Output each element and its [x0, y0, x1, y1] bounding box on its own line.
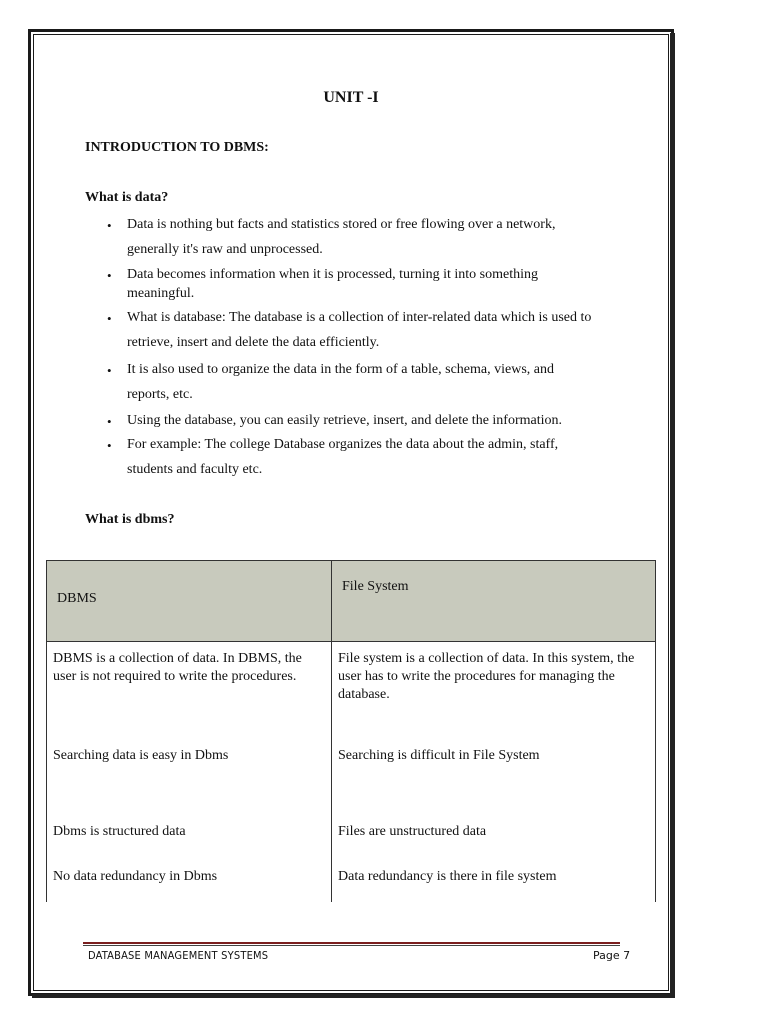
bullet-item-2-line-2: meaningful.	[127, 286, 195, 301]
table-cell	[47, 815, 332, 860]
cell-text: File system is a collection of data. In this system, the user has to write the procedures for managing the database.	[338, 651, 635, 703]
bullet-item-1-line-2: generally it's raw and unprocessed.	[127, 242, 323, 257]
header-label-file-system: File System	[342, 579, 409, 594]
cell-text: Data redundancy is there in file system	[338, 869, 557, 884]
table-cell	[332, 739, 656, 815]
what-is-dbms-heading: What is dbms?	[85, 512, 175, 527]
table-cell	[47, 739, 332, 815]
footer-page-number: Page 7	[593, 949, 631, 962]
cell-text: Searching data is easy in Dbms	[53, 748, 229, 763]
bullet-marker: •	[107, 218, 112, 233]
bullet-marker: •	[107, 438, 112, 453]
bullet-item-6-line-1: For example: The college Database organizes the data about the admin, staff,	[127, 437, 559, 452]
bullet-item-4-line-1: It is also used to organize the data in the form of a table, schema, views, and	[127, 362, 554, 377]
table-row	[47, 860, 656, 902]
table-row	[47, 739, 656, 815]
table-cell	[332, 860, 656, 902]
header-cell-dbms	[47, 561, 332, 642]
bullet-item-3-line-1: What is database: The database is a collection of inter-related data which is used to	[127, 310, 592, 325]
table-row	[47, 642, 656, 740]
footer-rule-red	[83, 942, 620, 944]
table-header-row	[47, 561, 656, 642]
footer-course-title: DATABASE MANAGEMENT SYSTEMS	[88, 949, 269, 962]
what-is-data-heading: What is data?	[85, 190, 169, 205]
table-cell	[332, 642, 656, 740]
bullet-marker: •	[107, 311, 112, 326]
cell-text: Files are unstructured data	[338, 824, 487, 839]
footer-rule-dark	[83, 945, 620, 946]
cell-text: Dbms is structured data	[53, 824, 186, 839]
cell-text: Searching is difficult in File System	[338, 748, 540, 763]
bullet-marker: •	[107, 268, 112, 283]
bullet-item-4-line-2: reports, etc.	[127, 387, 193, 402]
table-cell	[47, 860, 332, 902]
unit-title: UNIT -I	[323, 89, 379, 106]
bullet-item-3-line-2: retrieve, insert and delete the data efficiently.	[127, 335, 380, 350]
page-border-shadow-bottom	[32, 994, 675, 998]
page-border-shadow-right	[670, 33, 675, 998]
intro-heading: INTRODUCTION TO DBMS:	[85, 140, 269, 155]
dbms-vs-file-system-table	[46, 560, 656, 902]
header-cell-file-system	[332, 561, 656, 642]
bullet-item-1-line-1: Data is nothing but facts and statistics stored or free flowing over a network,	[127, 217, 556, 232]
bullet-marker: •	[107, 363, 112, 378]
cell-text: No data redundancy in Dbms	[53, 869, 218, 884]
table-cell	[332, 815, 656, 860]
bullet-item-2-line-1: Data becomes information when it is processed, turning it into something	[127, 267, 538, 282]
header-label-dbms: DBMS	[57, 591, 97, 606]
bullet-item-5-line-1: Using the database, you can easily retrieve, insert, and delete the information.	[127, 413, 563, 428]
bullet-item-6-line-2: students and faculty etc.	[127, 462, 263, 477]
cell-text: DBMS is a collection of data. In DBMS, the user is not required to write the procedures.	[53, 651, 302, 685]
table-row	[47, 815, 656, 860]
bullet-marker: •	[107, 414, 112, 429]
table-cell	[47, 642, 332, 740]
